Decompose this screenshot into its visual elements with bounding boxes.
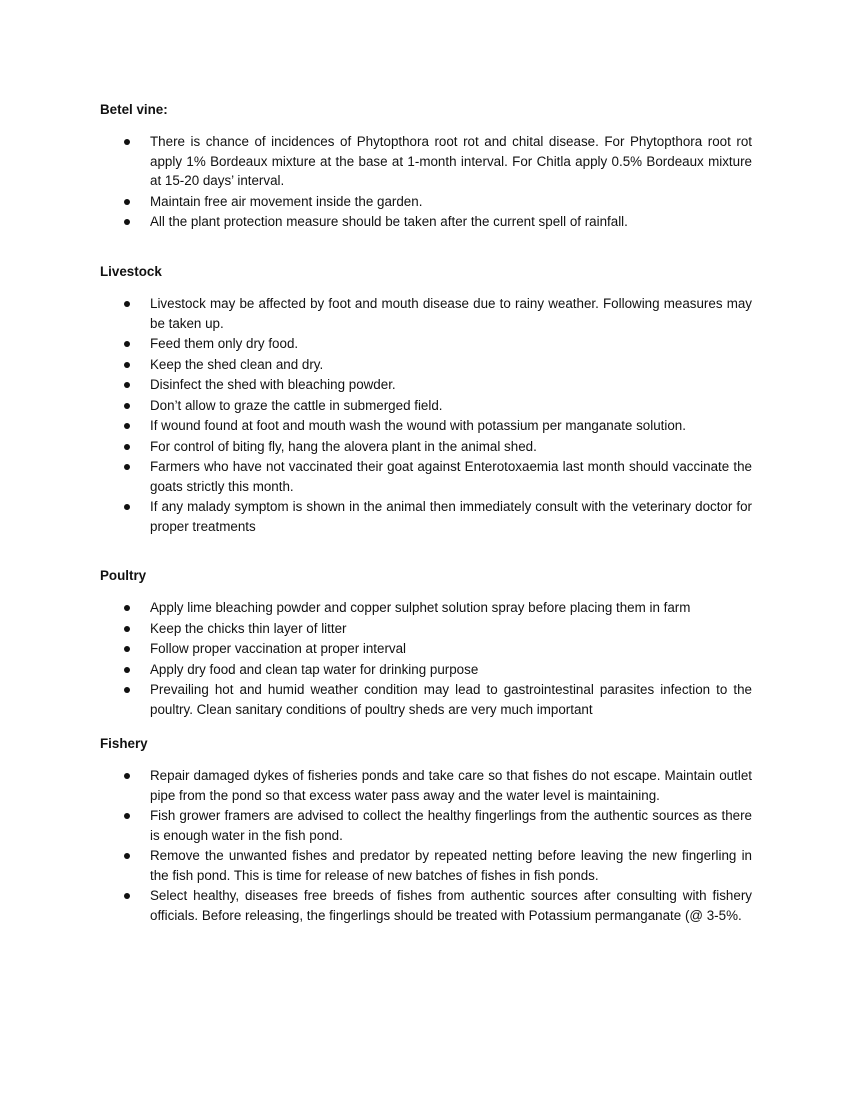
bullet-icon [124,773,130,779]
list-item-text: Disinfect the shed with bleaching powder. [150,377,396,392]
bullet-icon [124,362,130,368]
section-poultry [100,566,752,720]
bullet-icon [124,301,130,307]
list-item-text: For control of biting fly, hang the alovera plant in the animal shed. [150,438,537,454]
list-item-text: Repair damaged dykes of fisheries ponds and take care so that fishes do not escape. Maintain outlet pipe from the pond so that excess water pass away and the water level is maintaining. [150,768,752,803]
bullet-icon [124,464,130,470]
bullet-icon [124,199,130,205]
list-item [100,396,752,416]
list-item-text: Apply dry food and clean tap water for drinking purpose [150,661,479,677]
section-fishery [100,734,752,926]
bullet-icon [124,893,130,899]
list-item [100,334,752,354]
bullet-icon [124,667,130,673]
list-item [100,294,752,333]
bullet-icon [124,423,130,429]
list-item [100,660,752,680]
list-item [100,132,752,191]
list-item [100,766,752,805]
section-betel-vine [100,100,752,233]
list-item-text: Apply lime bleaching powder and copper sulphet solution spray before placing them in farm [150,600,691,615]
list-item [100,437,752,457]
list-item [100,680,752,719]
section-heading: Livestock [100,264,162,279]
list-item-text: Livestock may be affected by foot and mouth disease due to rainy weather. Following measures may be taken up. [150,296,752,331]
bullet-list [100,598,752,719]
list-item [100,497,752,536]
list-item [100,846,752,885]
list-item [100,639,752,659]
bullet-list [100,132,752,232]
list-item [100,375,752,395]
list-item [100,192,752,212]
bullet-icon [124,853,130,859]
bullet-icon [124,444,130,450]
list-item [100,355,752,375]
list-item [100,619,752,639]
bullet-icon [124,341,130,347]
list-item-text: There is chance of incidences of Phytopthora root rot and chital disease. For Phytopthora root rot apply 1% Bordeaux mixture at the base at 1-month interval. For Chitla apply 0.5% Bordeaux mixture at 15-20 days’ interval. [150,134,752,188]
list-item-text: Prevailing hot and humid weather condition may lead to gastrointestinal parasites infection to the poultry. Clean sanitary conditions of poultry sheds are very much important [150,682,752,717]
bullet-icon [124,687,130,693]
bullet-icon [124,139,130,145]
list-item [100,886,752,925]
list-item-text: Fish grower framers are advised to collect the healthy fingerlings from the authentic sources as there is enough water in the fish pond. [150,808,752,843]
list-item-text: If wound found at foot and mouth wash the wound with potassium per manganate solution. [150,418,686,433]
section-heading: Betel vine: [100,102,168,117]
section-livestock [100,262,752,537]
list-item-text: Feed them only dry food. [150,336,299,351]
list-item [100,457,752,496]
list-item-text: Keep the chicks thin layer of litter [150,620,347,636]
list-item-text: Remove the unwanted fishes and predator by repeated netting before leaving the new fingerling in the fish pond. This is time for release of new batches of fishes in fish ponds. [150,848,752,883]
section-heading: Poultry [100,568,147,583]
bullet-icon [124,219,130,225]
bullet-icon [124,504,130,510]
bullet-list [100,294,752,536]
list-item-text: If any malady symptom is shown in the animal then immediately consult with the veterinary doctor for proper treatments [150,499,752,534]
list-item [100,806,752,845]
list-item-text: Maintain free air movement inside the garden. [150,193,423,209]
bullet-list [100,766,752,925]
bullet-icon [124,382,130,388]
bullet-icon [124,813,130,819]
list-item [100,598,752,618]
list-item-text: All the plant protection measure should be taken after the current spell of rainfall. [150,214,628,229]
bullet-icon [124,403,130,409]
list-item-text: Don’t allow to graze the cattle in submerged field. [150,397,443,413]
list-item-text: Follow proper vaccination at proper interval [150,641,407,656]
list-item-text: Farmers who have not vaccinated their goat against Enterotoxaemia last month should vaccinate the goats strictly this month. [150,459,752,494]
list-item [100,416,752,436]
list-item [100,212,752,232]
list-item-text: Select healthy, diseases free breeds of fishes from authentic sources after consulting with fishery officials. Before releasing, the fingerlings should be treated with Potassium permanganate (@ 3-5%. [150,888,752,923]
list-item-text: Keep the shed clean and dry. [150,356,324,372]
bullet-icon [124,646,130,652]
bullet-icon [124,605,130,611]
section-heading: Fishery [100,736,148,751]
bullet-icon [124,626,130,632]
